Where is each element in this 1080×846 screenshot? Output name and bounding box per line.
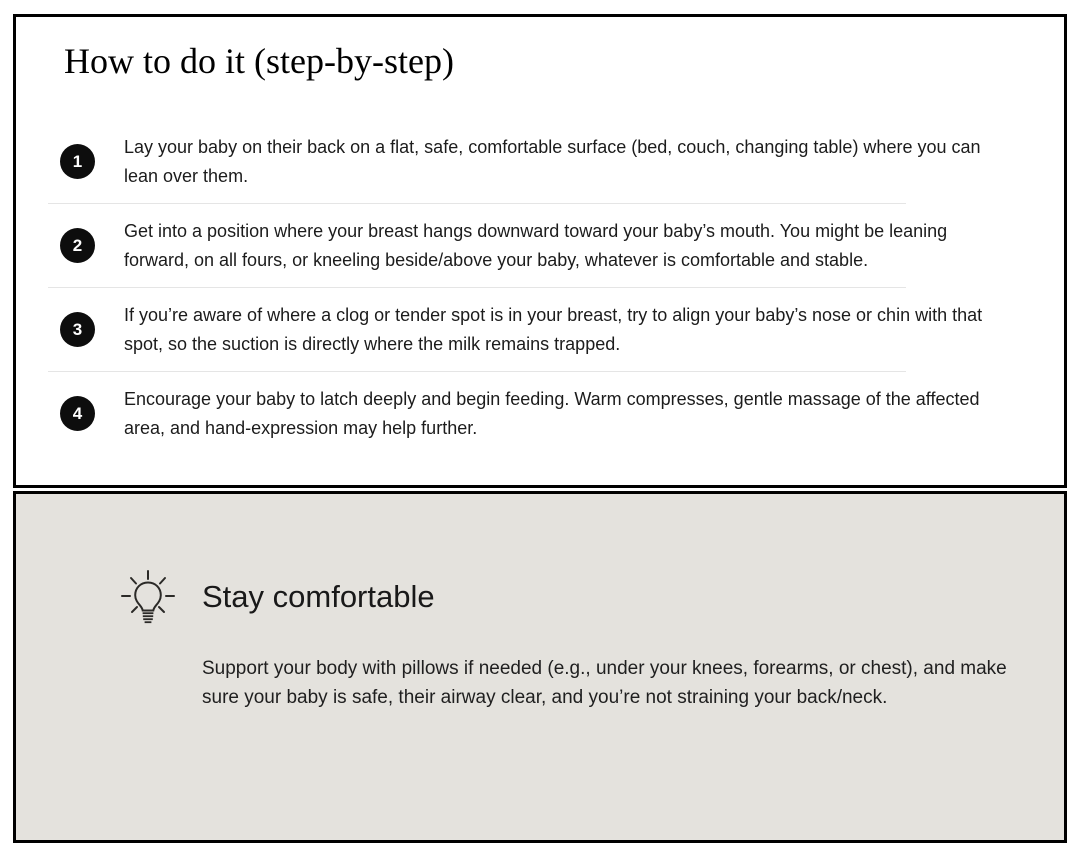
page-title: How to do it (step-by-step) [64,41,454,81]
tip-body: Support your body with pillows if needed (e.g., under your knees, forearms, or chest), and make sure your baby is safe, their airway clear, and you’re not straining your back/neck. [202,658,1007,708]
tip-header [120,568,1008,626]
step-text: Get into a position where your breast hangs downward toward your baby’s mouth. You might be leaning forward, on all fours, or kneeling beside/above your baby, whatever is comfortable and stable. [124,221,948,270]
step-number-badge [60,228,95,263]
step-number: 4 [72,403,83,423]
step-number: 2 [72,235,83,255]
step-number: 3 [72,319,83,339]
step-number-badge [60,396,95,431]
step-item-2 [60,204,1004,287]
step-item-4 [60,372,1004,455]
tip-card [13,491,1067,843]
step-number: 1 [72,151,83,171]
tip-title: Stay comfortable [202,579,435,614]
step-item-3 [60,288,1004,371]
step-text: Lay your baby on their back on a flat, safe, comfortable surface (bed, couch, changing table) where you can lean over them. [124,137,981,186]
step-number-badge [60,144,95,179]
step-text: If you’re aware of where a clog or tender spot is in your breast, try to align your baby’s nose or chin with that spot, so the suction is directly where the milk remains trapped. [124,305,983,354]
content-wrapper [13,14,1067,843]
step-text: Encourage your baby to latch deeply and begin feeding. Warm compresses, gentle massage of the affected area, and hand-expression may help further. [124,389,980,438]
step-list [60,120,1004,455]
lightbulb-icon [120,568,176,626]
step-number-badge [60,312,95,347]
step-item-1 [60,120,1004,203]
steps-card [13,14,1067,488]
